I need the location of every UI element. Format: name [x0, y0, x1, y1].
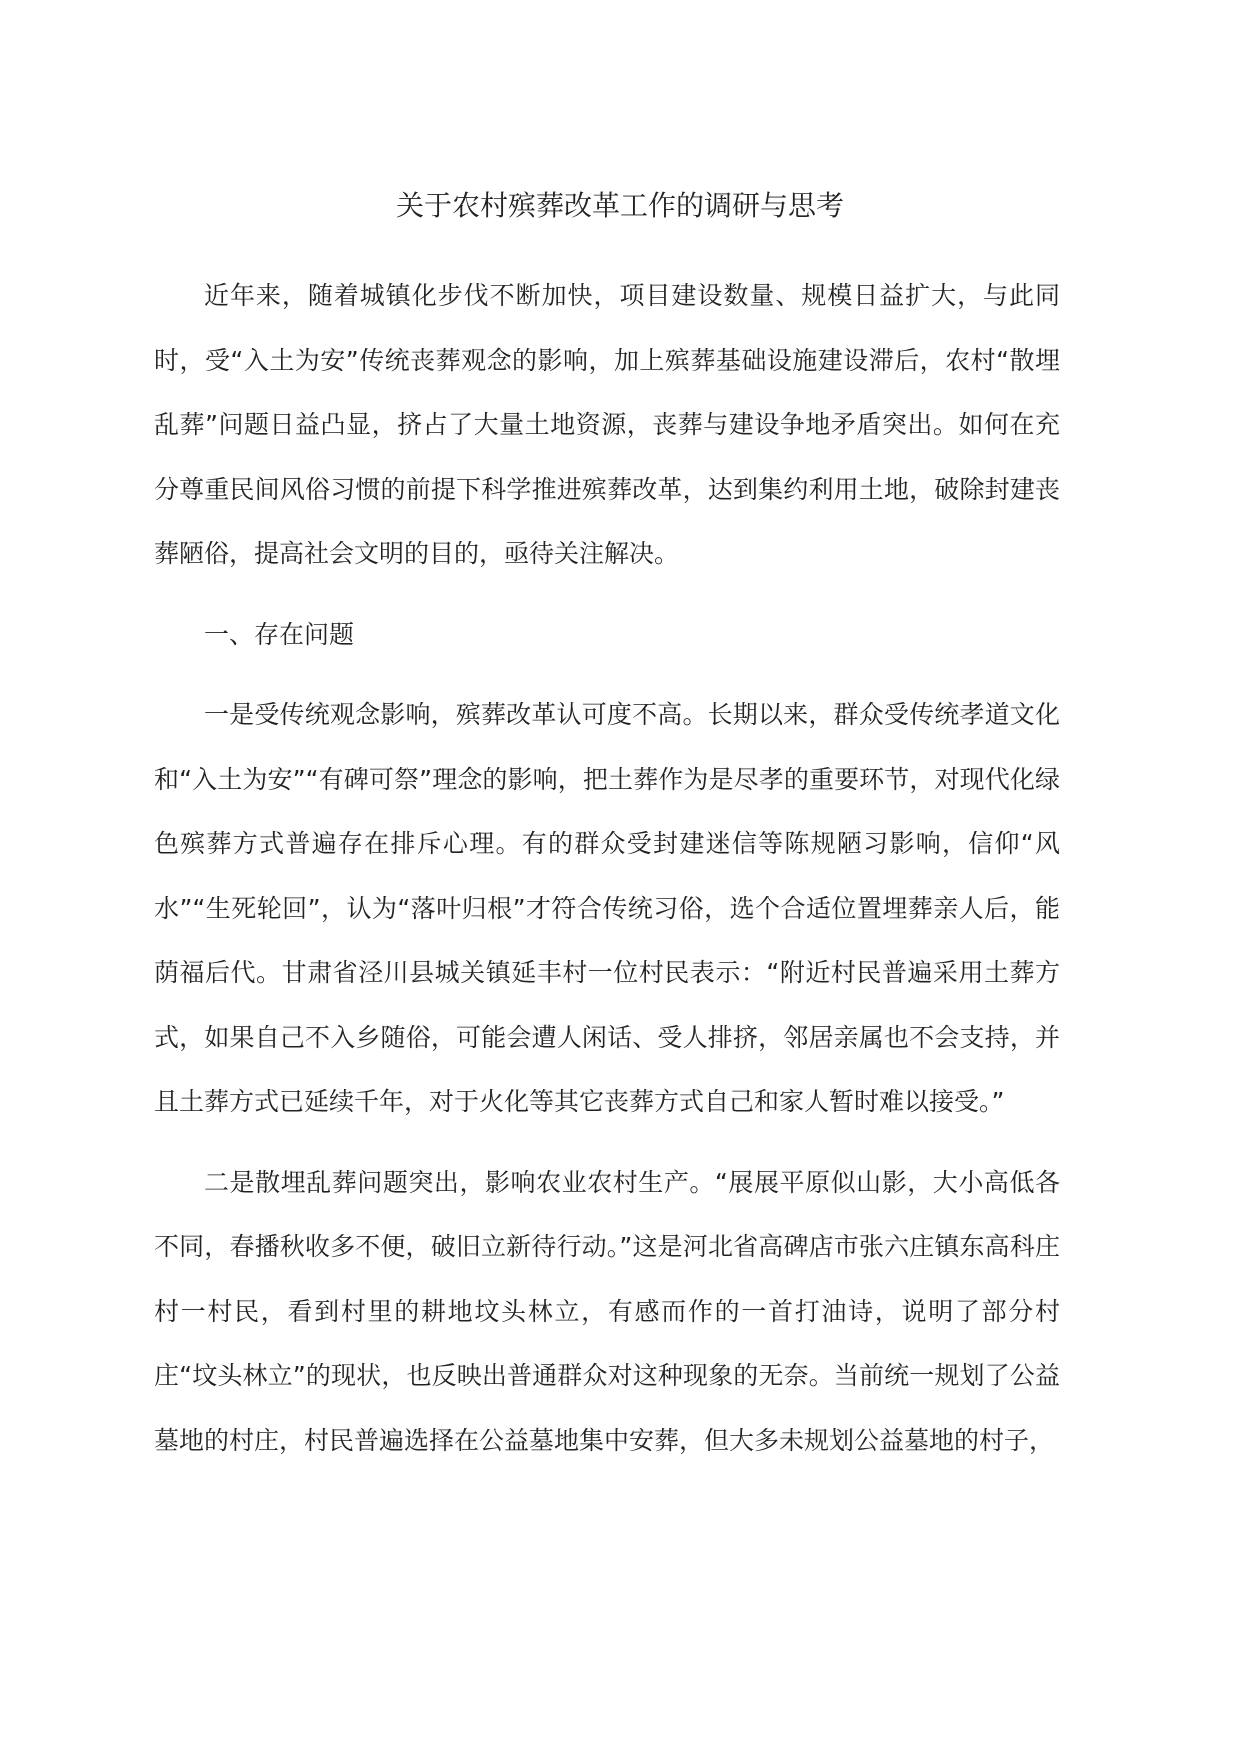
- section-heading: 一、存在问题: [204, 619, 355, 649]
- document-title: 关于农村殡葬改革工作的调研与思考: [395, 189, 844, 222]
- paragraph-point-one: 一是受传统观念影响，殡葬改革认可度不高。长期以来，群众受传统孝道文化和“入土为安”“有碑可祭”理念的影响，把土葬作为是尽孝的重要环节，对现代化绿色殡葬方式普遍存在排斥心理。有的群众受封建迷信等陈规陋习影响，信仰“风水”“生死轮回”，认为“落叶归根”才符合传统习俗，选个合适位置埋葬亲人后，能荫福后代。甘肃省泾川县城关镇延丰村一位村民表示：“附近村民普遍采用土葬方式，如果自己不入乡随俗，可能会遭人闲话、受人排挤，邻居亲属也不会支持，并且土葬方式已延续千年，对于火化等其它丧葬方式自己和家人暂时难以接受。”: [154, 700, 1060, 1116]
- document-body: [154, 264, 1060, 1489]
- paragraph-point-two: 二是散埋乱葬问题突出，影响农业农村生产。“展展平原似山影，大小高低各不同，春播秋收多不便，破旧立新待行动。”这是河北省高碑店市张六庄镇东高科庄村一村民，看到村里的耕地坟头林立，有感而作的一首打油诗，说明了部分村庄“坟头林立”的现状，也反映出普通群众对这种现象的无奈。当前统一规划了公益墓地的村庄，村民普遍选择在公益墓地集中安葬，但大多未规划公益墓地的村子，: [154, 1167, 1060, 1455]
- paragraph-intro: 近年来，随着城镇化步伐不断加快，项目建设数量、规模日益扩大，与此同时，受“入土为安”传统丧葬观念的影响，加上殡葬基础设施建设滞后，农村“散埋乱葬”问题日益凸显，挤占了大量土地资源，丧葬与建设争地矛盾突出。如何在充分尊重民间风俗习惯的前提下科学推进殡葬改革，达到集约利用土地，破除封建丧葬陋俗，提高社会文明的目的，亟待关注解决。: [154, 281, 1060, 568]
